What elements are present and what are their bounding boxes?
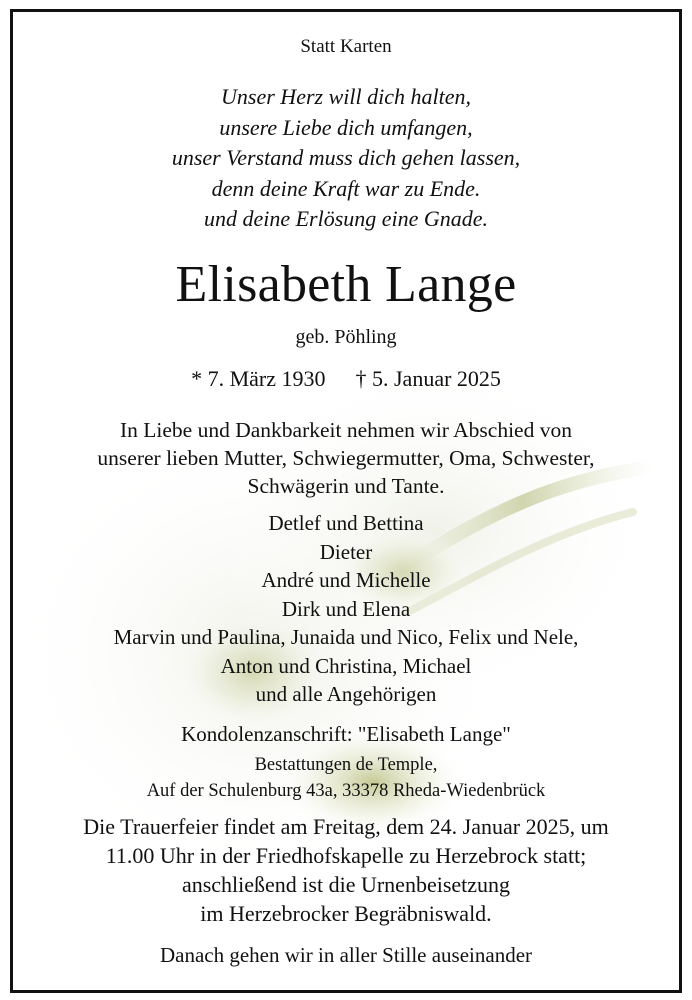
birth-date: * 7. März 1930 (191, 366, 326, 391)
poem-line: unsere Liebe dich umfangen, (219, 114, 473, 140)
death-date: † 5. Januar 2025 (355, 366, 501, 391)
condolence-address-title: Kondolenzanschrift: "Elisabeth Lange" (181, 722, 511, 746)
obituary-content (13, 12, 679, 990)
poem (13, 82, 679, 235)
closing-text: Danach gehen wir in aller Stille auseinander (159, 943, 533, 967)
deceased-name: Elisabeth Lange (175, 256, 517, 313)
farewell-line: In Liebe und Dankbarkeit nehmen wir Abschied von (120, 418, 572, 442)
mourner-line: und alle Angehörigen (255, 682, 437, 706)
poem-line: und deine Erlösung eine Gnade. (203, 206, 489, 231)
mourner-line: Dirk und Elena (281, 596, 411, 621)
ceremony-line: im Herzebrocker Begräbniswald. (200, 901, 492, 926)
funeral-home-name: Bestattungen de Temple, (254, 755, 438, 775)
mourner-line: Anton und Christina, Michael (220, 653, 472, 678)
ceremony-line: Die Trauerfeier findet am Freitag, dem 24. Januar 2025, um (83, 814, 609, 839)
mourner-line: Dieter (319, 539, 373, 564)
ceremony-line: 11.00 Uhr in der Friedhofskapelle zu Herzebrock statt; (105, 843, 587, 868)
funeral-home (13, 752, 679, 804)
ceremony-line: anschließend ist die Urnenbeisetzung (181, 872, 511, 897)
poem-line: denn deine Kraft war zu Ende. (211, 175, 481, 201)
obituary-frame (10, 9, 682, 993)
mourners-list (13, 509, 679, 709)
farewell-line: Schwägerin und Tante. (247, 474, 445, 498)
funeral-home-address: Auf der Schulenburg 43a, 33378 Rheda-Wiedenbrück (146, 781, 546, 801)
mourner-line: Marvin und Paulina, Junaida und Nico, Felix und Nele, (113, 625, 579, 649)
poem-line: unser Verstand muss dich gehen lassen, (171, 145, 521, 170)
birth-name: geb. Pöhling (295, 326, 397, 348)
farewell-line: unserer lieben Mutter, Schwiegermutter, Oma, Schwester, (97, 446, 595, 470)
mourner-line: André und Michelle (261, 568, 431, 592)
farewell-text (13, 416, 679, 500)
poem-line: Unser Herz will dich halten, (221, 84, 471, 109)
ceremony-notice (13, 812, 679, 928)
header-text: Statt Karten (300, 36, 392, 57)
mourner-line: Detlef und Bettina (268, 511, 424, 535)
life-dates (13, 366, 679, 392)
